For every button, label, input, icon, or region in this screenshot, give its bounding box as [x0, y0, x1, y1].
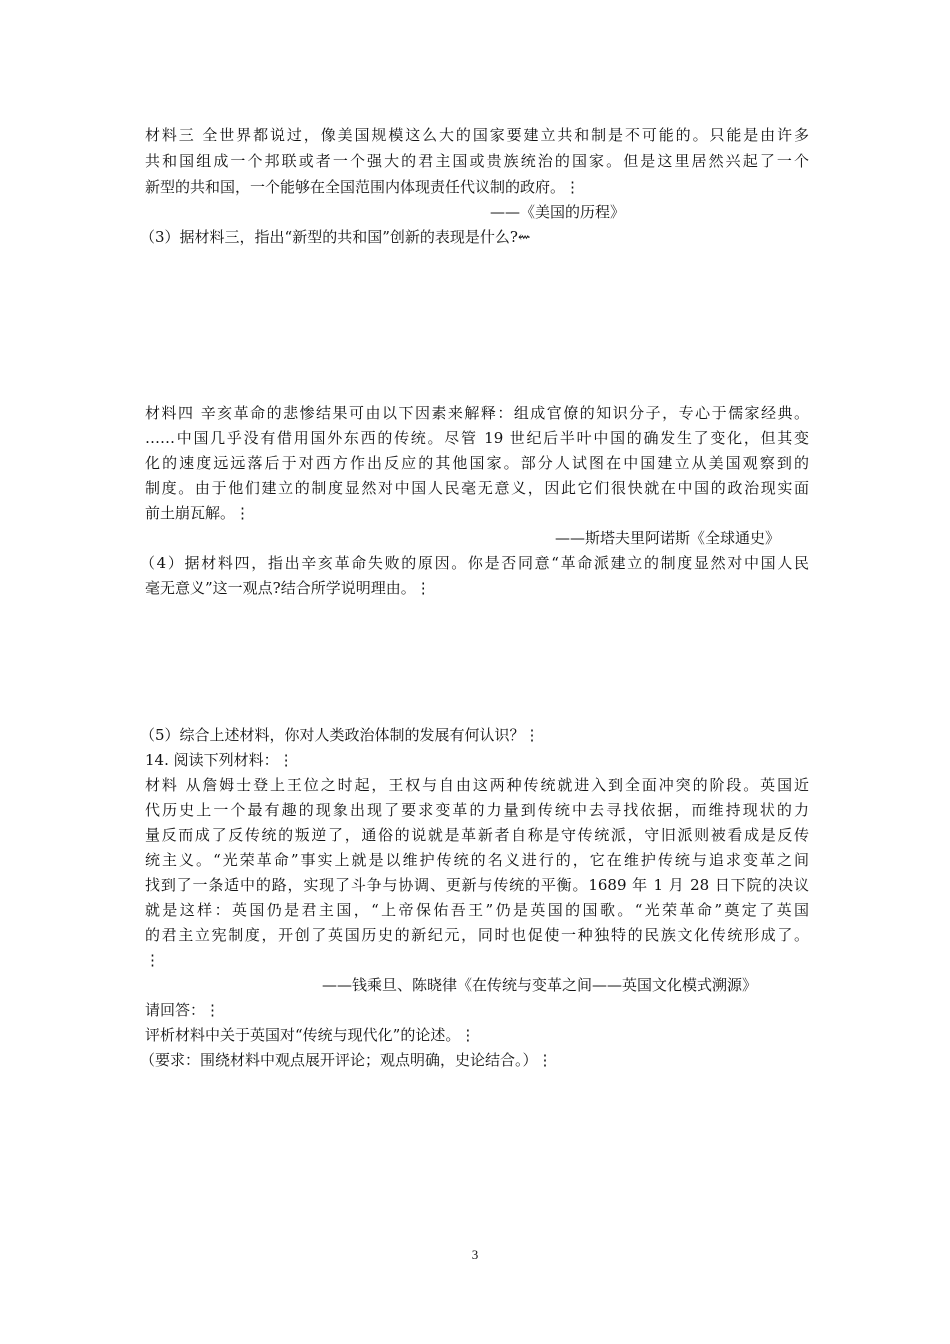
material4-line-5: 前土崩瓦解。⋮ [145, 504, 251, 522]
material3-line-3: 新型的共和国，一个能够在全国范围内体现责任代议制的政府。⋮ [145, 178, 581, 196]
question-14-material-line-7: 的君主立宪制度，开创了英国历史的新纪元，同时也促使一种独特的民族文化传统形成了。 [145, 926, 809, 944]
question-14-requirement: （要求：围绕材料中观点展开评论；观点明确，史论结合。）⋮ [140, 1051, 553, 1069]
question-14-material-line-3: 量反而成了反传统的叛逆了，通俗的说就是革新者自称是守传统派，守旧派则被看成是反传 [145, 826, 809, 844]
page-number: 3 [471, 1247, 479, 1262]
question-14-material-line-5: 找到了一条适中的路，实现了斗争与协调、更新与传统的平衡。1689 年 1 月 28 日下院的决议 [145, 876, 809, 894]
material4-line-2: ……中国几乎没有借用国外东西的传统。尽管 19 世纪后半叶中国的确发生了变化，但其变 [145, 429, 809, 447]
question-14-material-line-4: 统主义。“光荣革命”事实上就是以维护传统的名义进行的，它在维护传统与追求变革之间 [145, 851, 809, 869]
question-14-material-line-6: 就是这样：英国仍是君主国，“上帝保佑吾王”仍是英国的国歌。“光荣革命”奠定了英国 [145, 901, 809, 919]
material4-line-4: 制度。由于他们建立的制度显然对中国人民毫无意义，因此它们很快就在中国的政治现实面 [145, 479, 809, 497]
question-14-prompt: 请回答：⋮ [145, 1001, 221, 1019]
material4-line-1: 材料四 辛亥革命的悲惨结果可由以下因素来解释：组成官僚的知识分子，专心于儒家经典。 [145, 404, 809, 422]
material3-source: ——《美国的历程》 [490, 203, 626, 221]
question-5: （5）综合上述材料，你对人类政治体制的发展有何认识？⋮ [140, 726, 540, 744]
question-4-line-2: 毫无意义”这一观点?结合所学说明理由。⋮ [145, 579, 431, 597]
question-14-material-line-8: ⋮ [145, 951, 160, 969]
material4-line-3: 化的速度远远落后于对西方作出反应的其他国家。部分人试图在中国建立从美国观察到的 [145, 454, 809, 472]
material3-line-2: 共和国组成一个邦联或者一个强大的君主国或贵族统治的国家。但是这里居然兴起了一个 [145, 152, 809, 170]
question-3: （3）据材料三，指出“新型的共和国”创新的表现是什么?⇜ [140, 228, 531, 246]
question-14-title: 14. 阅读下列材料：⋮ [145, 751, 294, 769]
question-14-material-line-1: 材料 从詹姆士登上王位之时起，王权与自由这两种传统就进入到全面冲突的阶段。英国近 [145, 776, 809, 794]
question-14-task: 评析材料中关于英国对“传统与现代化”的论述。⋮ [145, 1026, 476, 1044]
material4-source: ——斯塔夫里阿诺斯《全球通史》 [555, 529, 781, 547]
question-14-material-line-2: 代历史上一个最有趣的现象出现了要求变革的力量到传统中去寻找依据，而维持现状的力 [145, 801, 809, 819]
question-4-line-1: （4）据材料四，指出辛亥革命失败的原因。你是否同意“革命派建立的制度显然对中国人民 [140, 554, 809, 572]
material3-line-1: 材料三 全世界都说过，像美国规模这么大的国家要建立共和制是不可能的。只能是由许多 [145, 126, 809, 144]
question-14-source: ——钱乘旦、陈晓律《在传统与变革之间——英国文化模式溯源》 [322, 976, 758, 994]
